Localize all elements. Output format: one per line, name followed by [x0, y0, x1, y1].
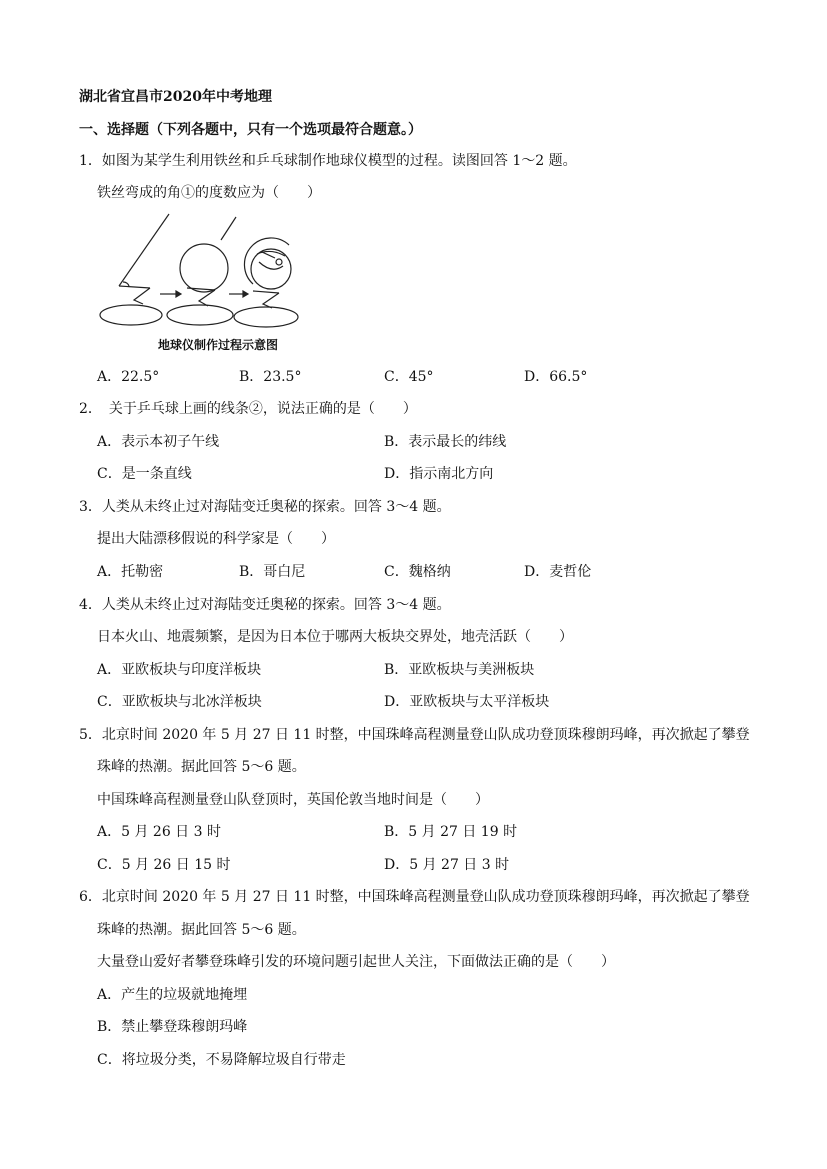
q4-option-b[interactable]: B．亚欧板块与美洲板块: [384, 662, 535, 678]
question-1-stem: 1．如图为某学生利用铁丝和乒乓球制作地球仪模型的过程。读图回答 1～2 题。: [79, 153, 577, 169]
q1-option-d[interactable]: D．66.5°: [524, 369, 588, 385]
question-3-ask: 提出大陆漂移假说的科学家是（ ）: [97, 531, 335, 547]
base-disc-2: [167, 305, 233, 325]
document-title: 湖北省宜昌市2020年中考地理: [79, 89, 272, 105]
q5-option-c[interactable]: C．5 月 26 日 15 时: [97, 857, 231, 873]
question-3-stem: 3．人类从未终止过对海陆变迁奥秘的探索。回答 3～4 题。: [79, 499, 451, 515]
question-5-stem-line-2: 珠峰的热潮。据此回答 5～6 题。: [97, 759, 306, 775]
q5-option-b[interactable]: B．5 月 27 日 19 时: [384, 824, 518, 840]
q1-option-c[interactable]: C．45°: [384, 369, 434, 385]
q5-option-a[interactable]: A．5 月 26 日 3 时: [97, 824, 221, 840]
wire-rod-2: [221, 217, 236, 240]
pingpong-ball: [180, 244, 228, 292]
section-heading: 一、选择题（下列各题中，只有一个选项最符合题意。）: [79, 122, 422, 138]
q1-option-a[interactable]: A．22.5°: [97, 369, 160, 385]
q4-option-a[interactable]: A．亚欧板块与印度洋板块: [97, 662, 262, 678]
q2-option-b[interactable]: B．表示最长的纬线: [384, 434, 507, 450]
q3-option-c[interactable]: C．魏格纳: [384, 564, 451, 580]
figure-caption: 地球仪制作过程示意图: [158, 338, 279, 352]
globe-making-diagram: [96, 212, 308, 336]
q6-option-b[interactable]: B．禁止攀登珠穆朗玛峰: [97, 1019, 248, 1035]
question-4-stem: 4．人类从未终止过对海陆变迁奥秘的探索。回答 3～4 题。: [79, 597, 451, 613]
q6-option-c[interactable]: C．将垃圾分类，不易降解垃圾自行带走: [97, 1052, 346, 1068]
q3-option-d[interactable]: D．麦哲伦: [524, 564, 592, 580]
q3-option-b[interactable]: B．哥白尼: [239, 564, 306, 580]
question-5-stem-line-1: 5．北京时间 2020 年 5 月 27 日 11 时整，中国珠峰高程测量登山队成功登顶珠穆朗玛峰，再次掀起了攀登: [79, 727, 750, 743]
q1-option-b[interactable]: B．23.5°: [239, 369, 302, 385]
question-6-stem-line-1: 6．北京时间 2020 年 5 月 27 日 11 时整，中国珠峰高程测量登山队成功登顶珠穆朗玛峰，再次掀起了攀登: [79, 889, 750, 905]
question-2-stem: 2． 关于乒乓球上画的线条②，说法正确的是（ ）: [79, 401, 417, 417]
q4-option-d[interactable]: D．亚欧板块与太平洋板块: [384, 694, 550, 710]
base-disc-1: [100, 305, 162, 325]
question-1-ask: 铁丝弯成的角①的度数应为（ ）: [97, 185, 321, 201]
base-disc-3: [234, 307, 298, 327]
q6-option-a[interactable]: A．产生的垃圾就地掩埋: [97, 987, 248, 1003]
q5-option-d[interactable]: D．5 月 27 日 3 时: [384, 857, 510, 873]
wire-rod-1: [119, 214, 169, 286]
globe-making-figure: [96, 212, 308, 360]
q2-option-c[interactable]: C．是一条直线: [97, 466, 192, 482]
q2-option-d[interactable]: D．指示南北方向: [384, 466, 494, 482]
question-5-ask: 中国珠峰高程测量登山队登顶时，英国伦敦当地时间是（ ）: [97, 792, 489, 808]
q3-option-a[interactable]: A．托勒密: [97, 564, 164, 580]
question-6-stem-line-2: 珠峰的热潮。据此回答 5～6 题。: [97, 922, 306, 938]
question-6-ask: 大量登山爱好者攀登珠峰引发的环境问题引起世人关注，下面做法正确的是（ ）: [97, 954, 615, 970]
question-4-ask: 日本火山、地震频繁，是因为日本位于哪两大板块交界处，地壳活跃（ ）: [97, 629, 573, 645]
q4-option-c[interactable]: C．亚欧板块与北冰洋板块: [97, 694, 262, 710]
q2-option-a[interactable]: A．表示本初子午线: [97, 434, 220, 450]
